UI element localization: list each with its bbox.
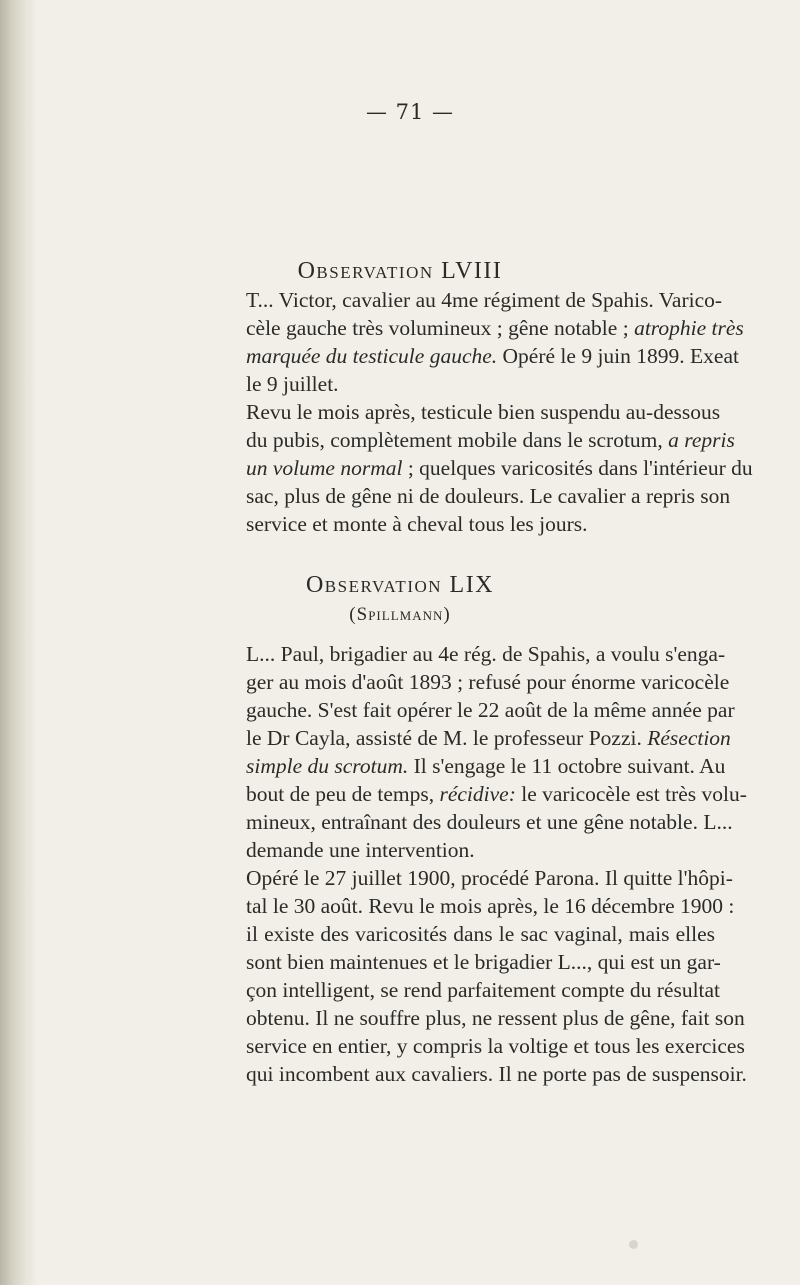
text-line: çon intelligent, se rend parfaitement compte du résultat [246,978,721,1002]
text-line: ger au mois d'août 1893 ; refusé pour énorme varicocèle [246,670,730,694]
text-line: service en entier, y compris la voltige et tous les exercices [246,1034,745,1058]
text-run: cèle gauche très volumineux ; gêne notable ; [246,316,629,340]
observation-58-paragraph-1 [246,286,744,398]
text-line: service et monte à cheval tous les jours. [246,512,588,536]
text-run: Il s'engage le 11 octobre suivant. Au [413,754,726,778]
text-run: bout de peu de temps, [246,782,435,806]
text-line [246,780,747,808]
text-line: T... Victor, cavalier au 4me régiment de Spahis. Varico- [246,288,723,312]
observation-58-paragraph-2 [246,398,753,538]
paper-smudge [629,1240,638,1249]
observation-58-title: Observation LVIII [297,258,503,284]
text-line [246,314,744,342]
emphasis-text: simple du scrotum. [246,754,409,778]
text-run: Opéré le 9 juin 1899. Exeat [502,344,739,368]
text-line: obtenu. Il ne souffre plus, ne ressent plus de gêne, fait son [246,1006,745,1030]
emphasis-text: Résection [647,726,731,750]
text-line [246,752,726,780]
text-line: demande une intervention. [246,838,475,862]
emphasis-text: marquée du testicule gauche. [246,344,498,368]
observation-59-title: Observation LIX [305,572,495,598]
text-line [246,342,739,370]
observation-59-paragraph-2 [246,864,747,1088]
text-line: gauche. S'est fait opérer le 22 août de la même année par [246,698,735,722]
text-line [246,426,735,454]
text-line: Opéré le 27 juillet 1900, procédé Parona. Il quitte l'hôpi- [246,866,733,890]
text-line: sont bien maintenues et le brigadier L..., qui est un gar- [246,950,721,974]
emphasis-text: a repris [668,428,735,452]
emphasis-text: atrophie très [634,316,744,340]
text-run: le varicocèle est très volu- [521,782,747,806]
page-number: — 71 — [365,100,455,124]
text-line: le 9 juillet. [246,372,339,396]
emphasis-text: récidive: [439,782,516,806]
text-line: sac, plus de gêne ni de douleurs. Le cavalier a repris son [246,484,731,508]
observation-59-paragraph-1 [246,640,747,864]
text-line: il existe des varicosités dans le sac vaginal, mais elles [246,922,715,946]
text-run: du pubis, complètement mobile dans le scrotum, [246,428,663,452]
observation-59-subtitle: (Spillmann) [349,604,451,625]
text-line: tal le 30 août. Revu le mois après, le 16 décembre 1900 : [246,894,735,918]
text-line: Revu le mois après, testicule bien suspendu au-dessous [246,400,721,424]
text-line: L... Paul, brigadier au 4e rég. de Spahis, a voulu s'enga- [246,642,726,666]
text-run: le Dr Cayla, assisté de M. le professeur Pozzi. [246,726,642,750]
text-line: mineux, entraînant des douleurs et une gêne notable. L... [246,810,733,834]
emphasis-text: un volume normal [246,456,403,480]
text-line [246,454,753,482]
text-line [246,724,731,752]
text-line: qui incombent aux cavaliers. Il ne porte pas de suspensoir. [246,1062,747,1086]
text-run: ; quelques varicosités dans l'intérieur du [407,456,753,480]
